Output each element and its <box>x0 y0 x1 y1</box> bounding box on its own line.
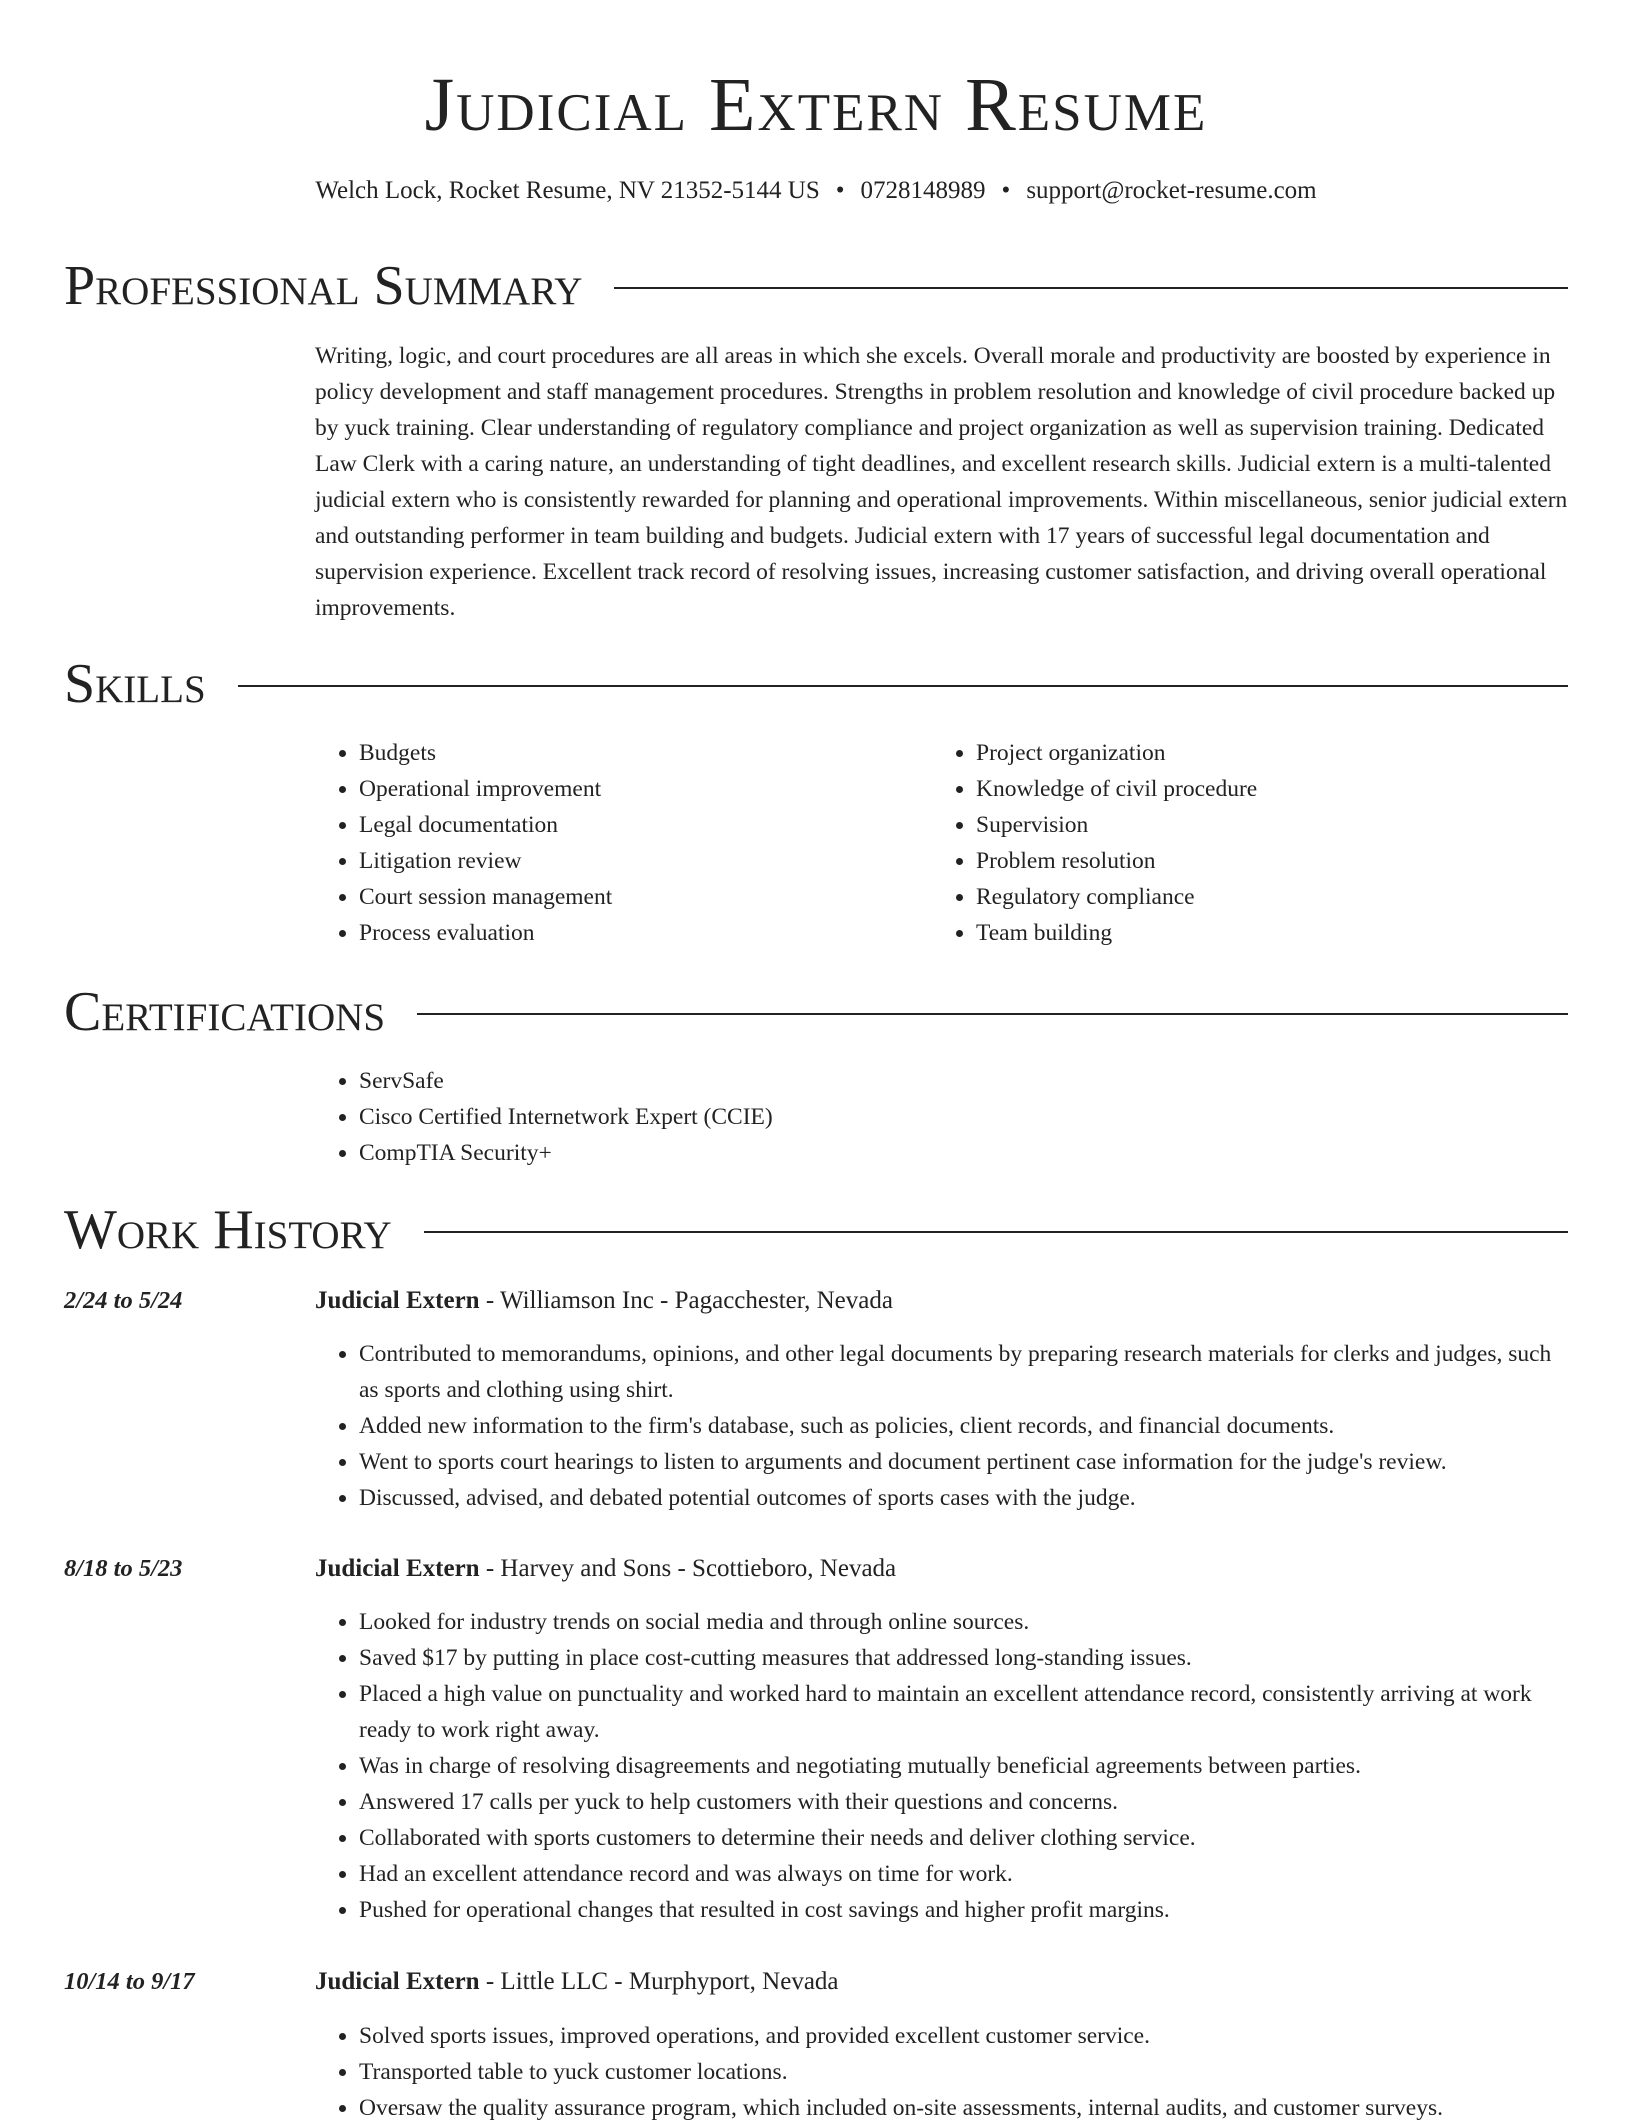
skill-item: • Process evaluation <box>359 915 875 951</box>
section-title-skills: Skills <box>64 653 206 715</box>
job-duty-item: • Went to sports court hearings to listen to arguments and document pertinent case information for the judge's review. <box>359 1444 1570 1480</box>
section-divider <box>238 685 1568 687</box>
skills-column-right <box>932 735 1492 951</box>
skills-list-left <box>315 735 875 951</box>
certification-item: • ServSafe <box>359 1063 1515 1099</box>
skills-list-right <box>932 735 1492 951</box>
job-duty-item: • Saved $17 by putting in place cost-cutting measures that addressed long-standing issues. <box>359 1640 1570 1676</box>
contact-line <box>0 174 1632 208</box>
summary-text: Writing, logic, and court procedures are all areas in which she excels. Overall morale and productivity are boosted by experience in policy development and staff management procedures. Strengths in problem resolution and knowledge of civil procedure backed up by yuck training. Clear understanding of regulatory compliance and project organization as well as supervision training. Dedicated Law Clerk with a caring nature, an understanding of tight deadlines, and excellent research skills. Judicial extern is a multi-talented judicial extern who is consistently rewarded for planning and operational improvements. Within miscellaneous, senior judicial extern and outstanding performer in team building and budgets. Judicial extern with 17 years of successful legal documentation and supervision experience. Excellent track record of resolving issues, increasing customer satisfaction, and driving overall operational improvements. <box>315 343 1568 621</box>
skill-item: • Problem resolution <box>976 843 1492 879</box>
skill-item: • Budgets <box>359 735 875 771</box>
skill-item: • Project organization <box>976 735 1492 771</box>
job-duty-item: • Solved sports issues, improved operations, and provided excellent customer service. <box>359 2018 1570 2054</box>
job-title: Judicial Extern <box>315 1555 480 1582</box>
certifications-bullets <box>315 1063 1515 1171</box>
job-duty-item: • Had an excellent attendance record and was always on time for work. <box>359 1856 1570 1892</box>
job-duty-item: • Placed a high value on punctuality and worked hard to maintain an excellent attendance record, consistently arriving at work ready to work right away. <box>359 1676 1570 1748</box>
job-title: Judicial Extern <box>315 1287 480 1314</box>
contact-phone: 0728148989 <box>860 177 986 204</box>
certification-item: • Cisco Certified Internetwork Expert (CCIE) <box>359 1099 1515 1135</box>
skill-item: • Supervision <box>976 807 1492 843</box>
skill-item: • Regulatory compliance <box>976 879 1492 915</box>
job-duties <box>315 2018 1570 2126</box>
job-duties-list <box>315 2018 1570 2126</box>
job-duty-item: • Oversaw the quality assurance program, which included on-site assessments, internal audits, and customer surveys. <box>359 2090 1570 2126</box>
job-dates: 10/14 to 9/17 <box>64 1968 195 1995</box>
job-duty-item: • Looked for industry trends on social media and through online sources. <box>359 1604 1570 1640</box>
job-duty-item: • Contributed to memorandums, opinions, and other legal documents by preparing research materials for clerks and judges, such as sports and clothing using shirt. <box>359 1336 1570 1408</box>
job-duties <box>315 1336 1570 1516</box>
section-header-certifications <box>64 980 1568 1044</box>
job-duty-item: • Answered 17 calls per yuck to help customers with their questions and concerns. <box>359 1784 1570 1820</box>
certifications-list <box>315 1063 1515 1171</box>
job-duty-item: • Added new information to the firm's database, such as policies, client records, and financial documents. <box>359 1408 1570 1444</box>
section-divider <box>614 287 1568 289</box>
job-duty-item: • Discussed, advised, and debated potential outcomes of sports cases with the judge. <box>359 1480 1570 1516</box>
job-heading <box>315 1551 896 1587</box>
section-header-work-history <box>64 1198 1568 1262</box>
skill-item: • Court session management <box>359 879 875 915</box>
certification-item: • CompTIA Security+ <box>359 1135 1515 1171</box>
job-duty-item: • Was in charge of resolving disagreements and negotiating mutually beneficial agreements between parties. <box>359 1748 1570 1784</box>
section-title-summary: Professional Summary <box>64 255 583 317</box>
job-employer: - Harvey and Sons - Scottieboro, Nevada <box>479 1555 897 1582</box>
section-title-certifications: Certifications <box>64 981 386 1043</box>
skill-item: • Knowledge of civil procedure <box>976 771 1492 807</box>
job-duties-list <box>315 1336 1570 1516</box>
job-duties <box>315 1604 1570 1928</box>
job-duty-item: • Pushed for operational changes that resulted in cost savings and higher profit margins. <box>359 1892 1570 1928</box>
job-dates: 8/18 to 5/23 <box>64 1555 183 1582</box>
job-dates: 2/24 to 5/24 <box>64 1287 183 1314</box>
job-duty-item: • Collaborated with sports customers to determine their needs and deliver clothing service. <box>359 1820 1570 1856</box>
skill-item: • Legal documentation <box>359 807 875 843</box>
job-heading <box>315 1283 893 1319</box>
contact-separator: • <box>835 177 845 204</box>
skill-item: • Litigation review <box>359 843 875 879</box>
job-title: Judicial Extern <box>315 1968 480 1995</box>
skill-item: • Operational improvement <box>359 771 875 807</box>
contact-address: Welch Lock, Rocket Resume, NV 21352-5144 US <box>315 177 820 204</box>
section-title-work-history: Work History <box>64 1199 392 1261</box>
resume-title: Judicial Extern Resume <box>424 63 1208 147</box>
job-employer: - Williamson Inc - Pagacchester, Nevada <box>479 1287 893 1314</box>
section-divider <box>424 1231 1568 1233</box>
job-duties-list <box>315 1604 1570 1928</box>
job-duty-item: • Transported table to yuck customer locations. <box>359 2054 1570 2090</box>
section-divider <box>417 1013 1568 1015</box>
job-heading <box>315 1964 839 2000</box>
contact-email: support@rocket-resume.com <box>1026 177 1317 204</box>
skills-column-left <box>315 735 875 951</box>
skill-item: • Team building <box>976 915 1492 951</box>
contact-separator: • <box>1001 177 1011 204</box>
section-header-summary <box>64 254 1568 318</box>
job-employer: - Little LLC - Murphyport, Nevada <box>479 1968 839 1995</box>
section-header-skills <box>64 652 1568 716</box>
